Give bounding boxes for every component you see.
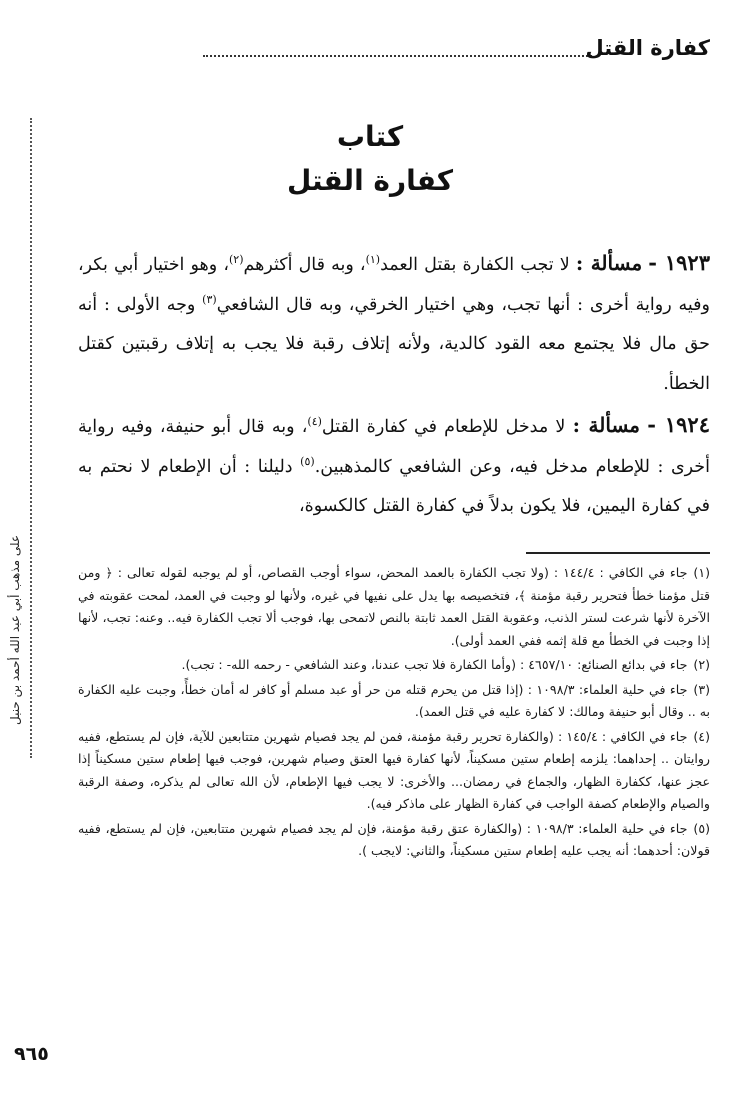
footnote-ref[interactable]: (٥) bbox=[300, 454, 315, 468]
running-header bbox=[203, 36, 710, 64]
footnote-number: (٢) bbox=[693, 657, 710, 672]
book-title bbox=[200, 115, 540, 203]
footnote-separator bbox=[526, 552, 710, 554]
book-title-line-2: كفارة القتل bbox=[286, 164, 454, 197]
footnote-ref[interactable]: (٤) bbox=[307, 415, 322, 429]
issue-text: لا تجب الكفارة بقتل العمد bbox=[380, 255, 576, 275]
side-margin-rule bbox=[30, 118, 32, 758]
footnote-4 bbox=[78, 726, 710, 816]
side-margin-text: على مذهب أبي عبد الله أحمد بن حنبل bbox=[8, 534, 22, 726]
issue-text: وجه الأولى : أنه حق مال فلا يجتمع معه القود كالدية، ولأنه إتلاف رقبة فلا يجب به إتلاف رقبتين كقتل الخطأ. bbox=[78, 294, 710, 394]
footnotes bbox=[78, 562, 710, 865]
footnote-number: (١) bbox=[693, 565, 710, 580]
footnote-ref[interactable]: (١) bbox=[365, 253, 381, 267]
issue-number: ١٩٢٤ - bbox=[647, 412, 710, 437]
issue-label: مسألة : bbox=[575, 251, 643, 275]
footnote-text: جاء في الكافي : ١٤٤/٤ : (ولا تجب الكفارة بالعمد المحض، سواء أوجب القصاص، أو لم يوجبه لقوله تعالى : ﴿ ومن قتل مؤمنا خطأ فتحرير رقبة مؤمنة ﴾، فتخصيصه بها يدل على نفيها في غيره، ولأنها لو وجبت في العمد، لمحت عقوبته في الآخرة لأنها شرعت لستر الذنب، وعقوبة القتل العمد ثابتة بالنص لاتمحى بها، فوجب ألا تجب الكفارة فيه.. وعنه: تجب، لأنها إذا وجبت في الخطأ مع قلة إثمه ففي العمد أولى). bbox=[78, 565, 710, 648]
footnote-1 bbox=[78, 562, 710, 652]
main-text bbox=[78, 243, 710, 527]
issue-text: دليلنا : أن الإطعام لا نحتم به في كفارة اليمين، فلا يكون بدلاً في كفارة القتل كالكسوة، bbox=[78, 456, 710, 516]
page-number: ٩٦٥ bbox=[14, 1043, 49, 1065]
footnote-3 bbox=[78, 679, 710, 724]
book-title-line-1: كتاب bbox=[336, 120, 404, 153]
issue-text: ، وهو اختيار أبي بكر، وفيه رواية أخرى : أنها تجب، وهي اختيار الخرقي، وبه قال الشافعي bbox=[78, 255, 710, 315]
footnote-text: جاء في الكافي : ١٤٥/٤ : (والكفارة تحرير رقبة مؤمنة، فمن لم يجد فصيام شهرين متتابعين للآية، فإن لم يستطع، ففيه روايتان .. إحداهما: يلزمه إطعام ستين مسكيناً، لأنها كفارة فيها العتق وصيام شهرين، فوجب فيها إطعام ستين مسكيناً إذا عجز عنها، ككفارة الظهار، والجماع في رمضان... والأخرى: لا يجب فيها الإطعام، لأن الله تعالى لم يذكره، وصفة الرقبة والصيام والإطعام كصفة الواجب في كفارة الظهار على ماذكر فيه). bbox=[78, 728, 710, 811]
running-header-title: كفارة القتل bbox=[585, 36, 710, 60]
footnote-number: (٣) bbox=[693, 681, 710, 697]
footnote-number: (٤) bbox=[693, 728, 710, 744]
footnote-ref[interactable]: (٢) bbox=[228, 253, 244, 267]
footnote-5 bbox=[78, 818, 710, 863]
footnote-number: (٥) bbox=[693, 820, 710, 836]
issue-label: مسألة : bbox=[572, 413, 641, 437]
issue-text: ، وبه قال أكثرهم bbox=[243, 255, 366, 275]
issue-number: ١٩٢٣ - bbox=[648, 250, 710, 275]
footnote-2 bbox=[78, 654, 710, 677]
issue-paragraph-1924 bbox=[78, 405, 710, 527]
header-dotted-rule bbox=[203, 55, 592, 57]
footnote-text: جاء في حلية العلماء: ١٠٩٨/٣ : (إذا قتل من يحرم قتله من حر أو عبد مسلم أو كافر له أمان خطأً، وجبت عليه الكفارة به .. وقال أبو حنيفة ومالك: لا كفارة عليه في قتل العمد). bbox=[78, 681, 710, 719]
footnote-text: جاء في حلية العلماء: ١٠٩٨/٣ : (والكفارة عتق رقبة مؤمنة، فإن لم يجد فصيام شهرين متتابعين، فإن لم يستطع، ففيه قولان: أحدهما: أنه يجب عليه إطعام ستين مسكيناً، والثاني: لايجب ). bbox=[78, 820, 710, 858]
issue-text: لا مدخل للإطعام في كفارة القتل bbox=[321, 417, 573, 437]
issue-text: ، وبه قال أبو حنيفة، وفيه رواية أخرى : للإطعام مدخل فيه، وعن الشافعي كالمذهبين. bbox=[78, 417, 710, 477]
issue-paragraph-1923 bbox=[78, 243, 710, 404]
footnote-ref[interactable]: (٣) bbox=[202, 292, 217, 306]
footnote-text: جاء في بدائع الصنائع: ٤٦٥٧/١٠ : (وأما الكفارة فلا تجب عندنا، وعند الشافعي - رحمه الله- : تجب). bbox=[181, 657, 688, 672]
